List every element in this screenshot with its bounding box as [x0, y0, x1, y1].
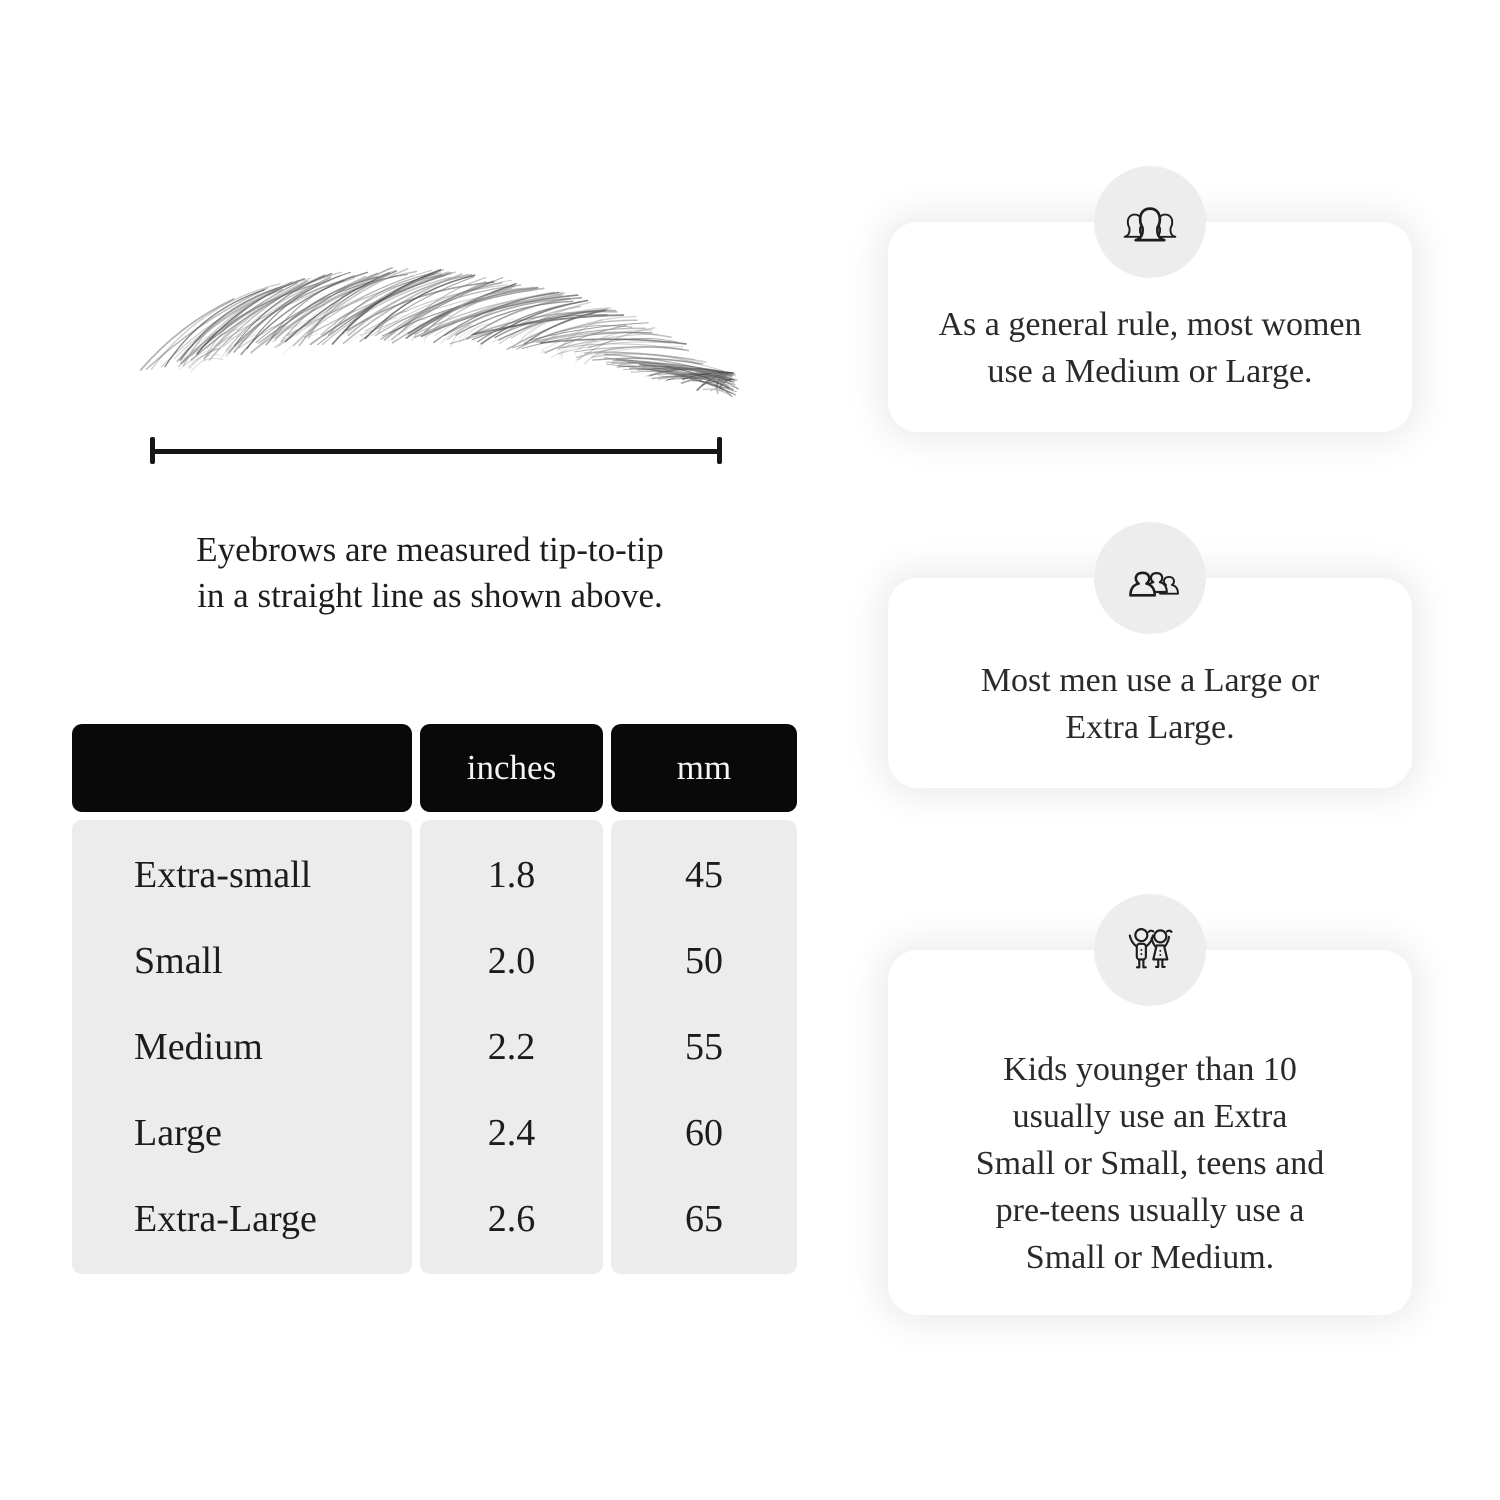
- card-kids-line1: Kids younger than 10: [1003, 1051, 1297, 1088]
- table-row-label: Extra-small: [134, 854, 312, 896]
- card-women-line2: use a Medium or Large.: [987, 353, 1313, 390]
- table-header-size: [72, 724, 412, 812]
- table-cell-inches: 1.8: [487, 854, 536, 896]
- eyebrow-hairs: [141, 268, 739, 397]
- table-cell-inches: 2.0: [487, 940, 536, 982]
- table-header-mm: [611, 724, 797, 812]
- kids-icon-circle: [1094, 894, 1206, 1006]
- card-kids-line3: Small or Small, teens and: [975, 1145, 1325, 1182]
- table-cell-mm: 50: [685, 940, 723, 982]
- table-cell-inches: 2.6: [487, 1198, 536, 1240]
- table-cell-mm: 55: [685, 1026, 723, 1068]
- table-header-inches: [420, 724, 603, 812]
- measure-caption: [120, 527, 740, 619]
- eyebrow-illustration: [105, 235, 745, 425]
- measure-caption-line1: Eyebrows are measured tip-to-tip: [196, 530, 664, 569]
- card-kids-line5: Small or Medium.: [1025, 1239, 1275, 1276]
- card-kids-line4: pre-teens usually use a: [995, 1192, 1305, 1229]
- table-cell-mm: 45: [685, 854, 723, 896]
- table-row-label: Small: [134, 940, 223, 982]
- table-column-inches: [420, 820, 603, 1274]
- table-cell-mm: 65: [685, 1198, 723, 1240]
- card-men-line2: Extra Large.: [1065, 709, 1235, 746]
- measure-line-endcap-left: [150, 437, 155, 464]
- table-header-mm-label: mm: [676, 748, 732, 787]
- measure-line: [150, 449, 722, 454]
- kids-icon: [1117, 917, 1183, 983]
- measure-line-endcap-right: [717, 437, 722, 464]
- card-men-line1: Most men use a Large or: [980, 662, 1320, 699]
- table-cell-mm: 60: [685, 1112, 723, 1154]
- card-kids-line2: usually use an Extra: [1012, 1098, 1288, 1135]
- table-cell-inches: 2.2: [487, 1026, 536, 1068]
- measure-caption-line2: in a straight line as shown above.: [197, 576, 663, 615]
- table-column-mm: [611, 820, 797, 1274]
- table-column-sizes: [72, 820, 412, 1274]
- women-group-icon-circle: [1094, 166, 1206, 278]
- men-group-icon-circle: [1094, 522, 1206, 634]
- men-group-icon: [1117, 545, 1183, 611]
- table-header-inches-label: inches: [466, 748, 557, 787]
- table-row-label: Medium: [134, 1026, 263, 1068]
- women-group-icon: [1117, 189, 1183, 255]
- table-row-label: Large: [134, 1112, 222, 1154]
- table-row-label: Extra-Large: [134, 1198, 317, 1240]
- card-women-line1: As a general rule, most women: [938, 306, 1362, 343]
- table-cell-inches: 2.4: [487, 1112, 536, 1154]
